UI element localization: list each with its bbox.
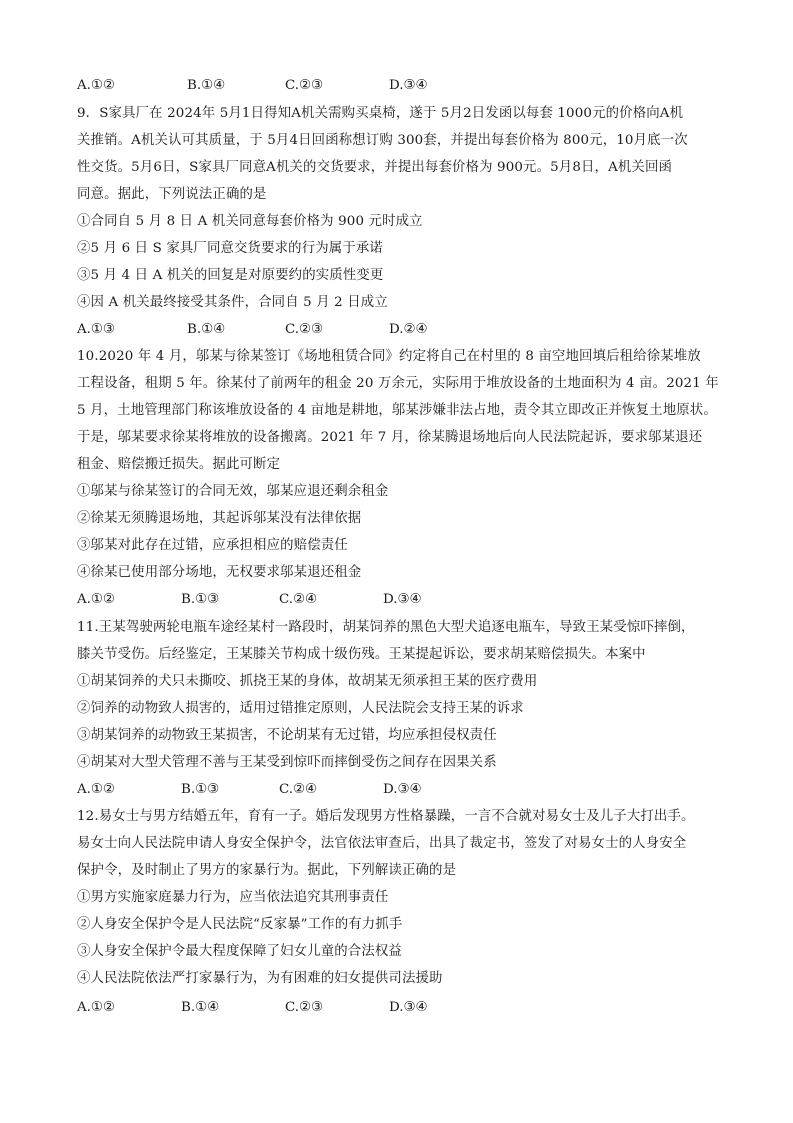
q9-option-a[interactable]: A.①③ bbox=[77, 322, 115, 337]
q12-statement-3: ③人身安全保护令最大程度保障了妇女儿童的合法权益 bbox=[77, 944, 402, 959]
q10-stem-line: 于是，邬某要求徐某将堆放的设备搬离。2021 年 7 月，徐某腾退场地后向人民法院起诉，要求邬某退还 bbox=[77, 430, 703, 445]
q10-statement-4: ④徐某已使用部分场地，无权要求邬某退还租金 bbox=[77, 565, 362, 580]
q8-option-a[interactable]: A.①② bbox=[77, 78, 115, 93]
q12-stem-line: 易女士向人民法院申请人身安全保护令，法官依法审查后，出具了裁定书，签发了对易女士的人身安全 bbox=[77, 836, 687, 851]
q9-statement-3: ③5 月 4 日 A 机关的回复是对原要约的实质性变更 bbox=[77, 268, 384, 283]
q8-option-d[interactable]: D.③④ bbox=[389, 78, 428, 93]
q10-stem-line: 5 月，土地管理部门称该堆放设备的 4 亩地是耕地，邬某涉嫌非法占地，责令其立即改正并恢复土地原状。 bbox=[77, 403, 717, 418]
q9-statement-4: ④因 A 机关最终接受其条件，合同自 5 月 2 日成立 bbox=[77, 295, 388, 310]
q10-option-c[interactable]: C.②④ bbox=[279, 592, 318, 607]
q11-option-d[interactable]: D.③④ bbox=[383, 782, 422, 797]
q10-option-d[interactable]: D.③④ bbox=[383, 592, 422, 607]
q12-statement-2: ②人身安全保护令是人民法院“反家暴”工作的有力抓手 bbox=[77, 917, 403, 932]
q10-stem-line: 10.2020 年 4 月，邬某与徐某签订《场地租赁合同》约定将自己在村里的 8 亩空地回填后租给徐某堆放 bbox=[77, 349, 701, 364]
q12-statement-4: ④人民法院依法严打家暴行为，为有困难的妇女提供司法援助 bbox=[77, 971, 443, 986]
q11-statement-2: ②饲养的动物致人损害的，适用过错推定原则，人民法院会支持王某的诉求 bbox=[77, 701, 524, 716]
q10-statement-3: ③邬某对此存在过错，应承担相应的赔偿责任 bbox=[77, 538, 348, 553]
q10-stem-line: 租金、赔偿搬迁损失。据此可断定 bbox=[77, 457, 281, 472]
q9-option-c[interactable]: C.②③ bbox=[285, 322, 324, 337]
q11-option-b[interactable]: B.①③ bbox=[181, 782, 220, 797]
q11-statement-1: ①胡某饲养的犬只未撕咬、抓挠王某的身体，故胡某无须承担王某的医疗费用 bbox=[77, 674, 538, 689]
q12-option-d[interactable]: D.③④ bbox=[389, 1000, 428, 1015]
q10-statement-1: ①邬某与徐某签订的合同无效，邬某应退还剩余租金 bbox=[77, 484, 389, 499]
q12-option-c[interactable]: C.②③ bbox=[285, 1000, 324, 1015]
q12-stem-line: 12.易女士与男方结婚五年，育有一子。婚后发现男方性格暴躁，一言不合就对易女士及儿子大打出手。 bbox=[77, 809, 695, 824]
q9-statement-1: ①合同自 5 月 8 日 A 机关同意每套价格为 900 元时成立 bbox=[77, 214, 423, 229]
q12-option-b[interactable]: B.①④ bbox=[181, 1000, 220, 1015]
q8-option-b[interactable]: B.①④ bbox=[187, 78, 226, 93]
q11-option-c[interactable]: C.②④ bbox=[279, 782, 318, 797]
q11-option-a[interactable]: A.①② bbox=[77, 782, 115, 797]
q10-option-a[interactable]: A.①② bbox=[77, 592, 115, 607]
q11-statement-4: ④胡某对大型犬管理不善与王某受到惊吓而摔倒受伤之间存在因果关系 bbox=[77, 755, 497, 770]
q11-stem-line: 11.王某驾驶两轮电瓶车途经某村一路段时，胡某饲养的黑色大型犬追逐电瓶车，导致王某受惊吓摔倒， bbox=[77, 620, 695, 635]
q12-statement-1: ①男方实施家庭暴力行为，应当依法追究其刑事责任 bbox=[77, 890, 389, 905]
q9-option-b[interactable]: B.①④ bbox=[187, 322, 226, 337]
q9-statement-2: ②5 月 6 日 S 家具厂同意交货要求的行为属于承诺 bbox=[77, 241, 383, 256]
q9-stem-line: 同意。据此，下列说法正确的是 bbox=[77, 187, 267, 202]
q9-option-d[interactable]: D.②④ bbox=[389, 322, 428, 337]
q10-statement-2: ②徐某无须腾退场地，其起诉邬某没有法律依据 bbox=[77, 511, 362, 526]
q9-stem-line: 9．S家具厂在 2024年 5月1日得知A机关需购买桌椅，遂于 5月2日发函以每套 1000元的价格向A机 bbox=[77, 106, 684, 121]
q9-stem-line: 性交货。5月6日，S家具厂同意A机关的交货要求，并提出每套价格为 900元。5月8日，A机关回函 bbox=[77, 160, 673, 175]
q9-stem-line: 关推销。A机关认可其质量，于 5月4日回函称想订购 300套，并提出每套价格为 800元，10月底一次 bbox=[77, 133, 688, 148]
q11-statement-3: ③胡某饲养的动物致王某损害，不论胡某有无过错，均应承担侵权责任 bbox=[77, 728, 497, 743]
q8-option-c[interactable]: C.②③ bbox=[285, 78, 324, 93]
q11-stem-line: 膝关节受伤。后经鉴定，王某膝关节构成十级伤残。王某提起诉讼，要求胡某赔偿损失。本案中 bbox=[77, 647, 646, 662]
q12-stem-line: 保护令，及时制止了男方的家暴行为。据此，下列解读正确的是 bbox=[77, 863, 457, 878]
q10-stem-line: 工程设备，租期 5 年。徐某付了前两年的租金 20 万余元，实际用于堆放设备的土地面积为 4 亩。2021 年 bbox=[77, 376, 719, 391]
q10-option-b[interactable]: B.①③ bbox=[181, 592, 220, 607]
q12-option-a[interactable]: A.①② bbox=[77, 1000, 115, 1015]
